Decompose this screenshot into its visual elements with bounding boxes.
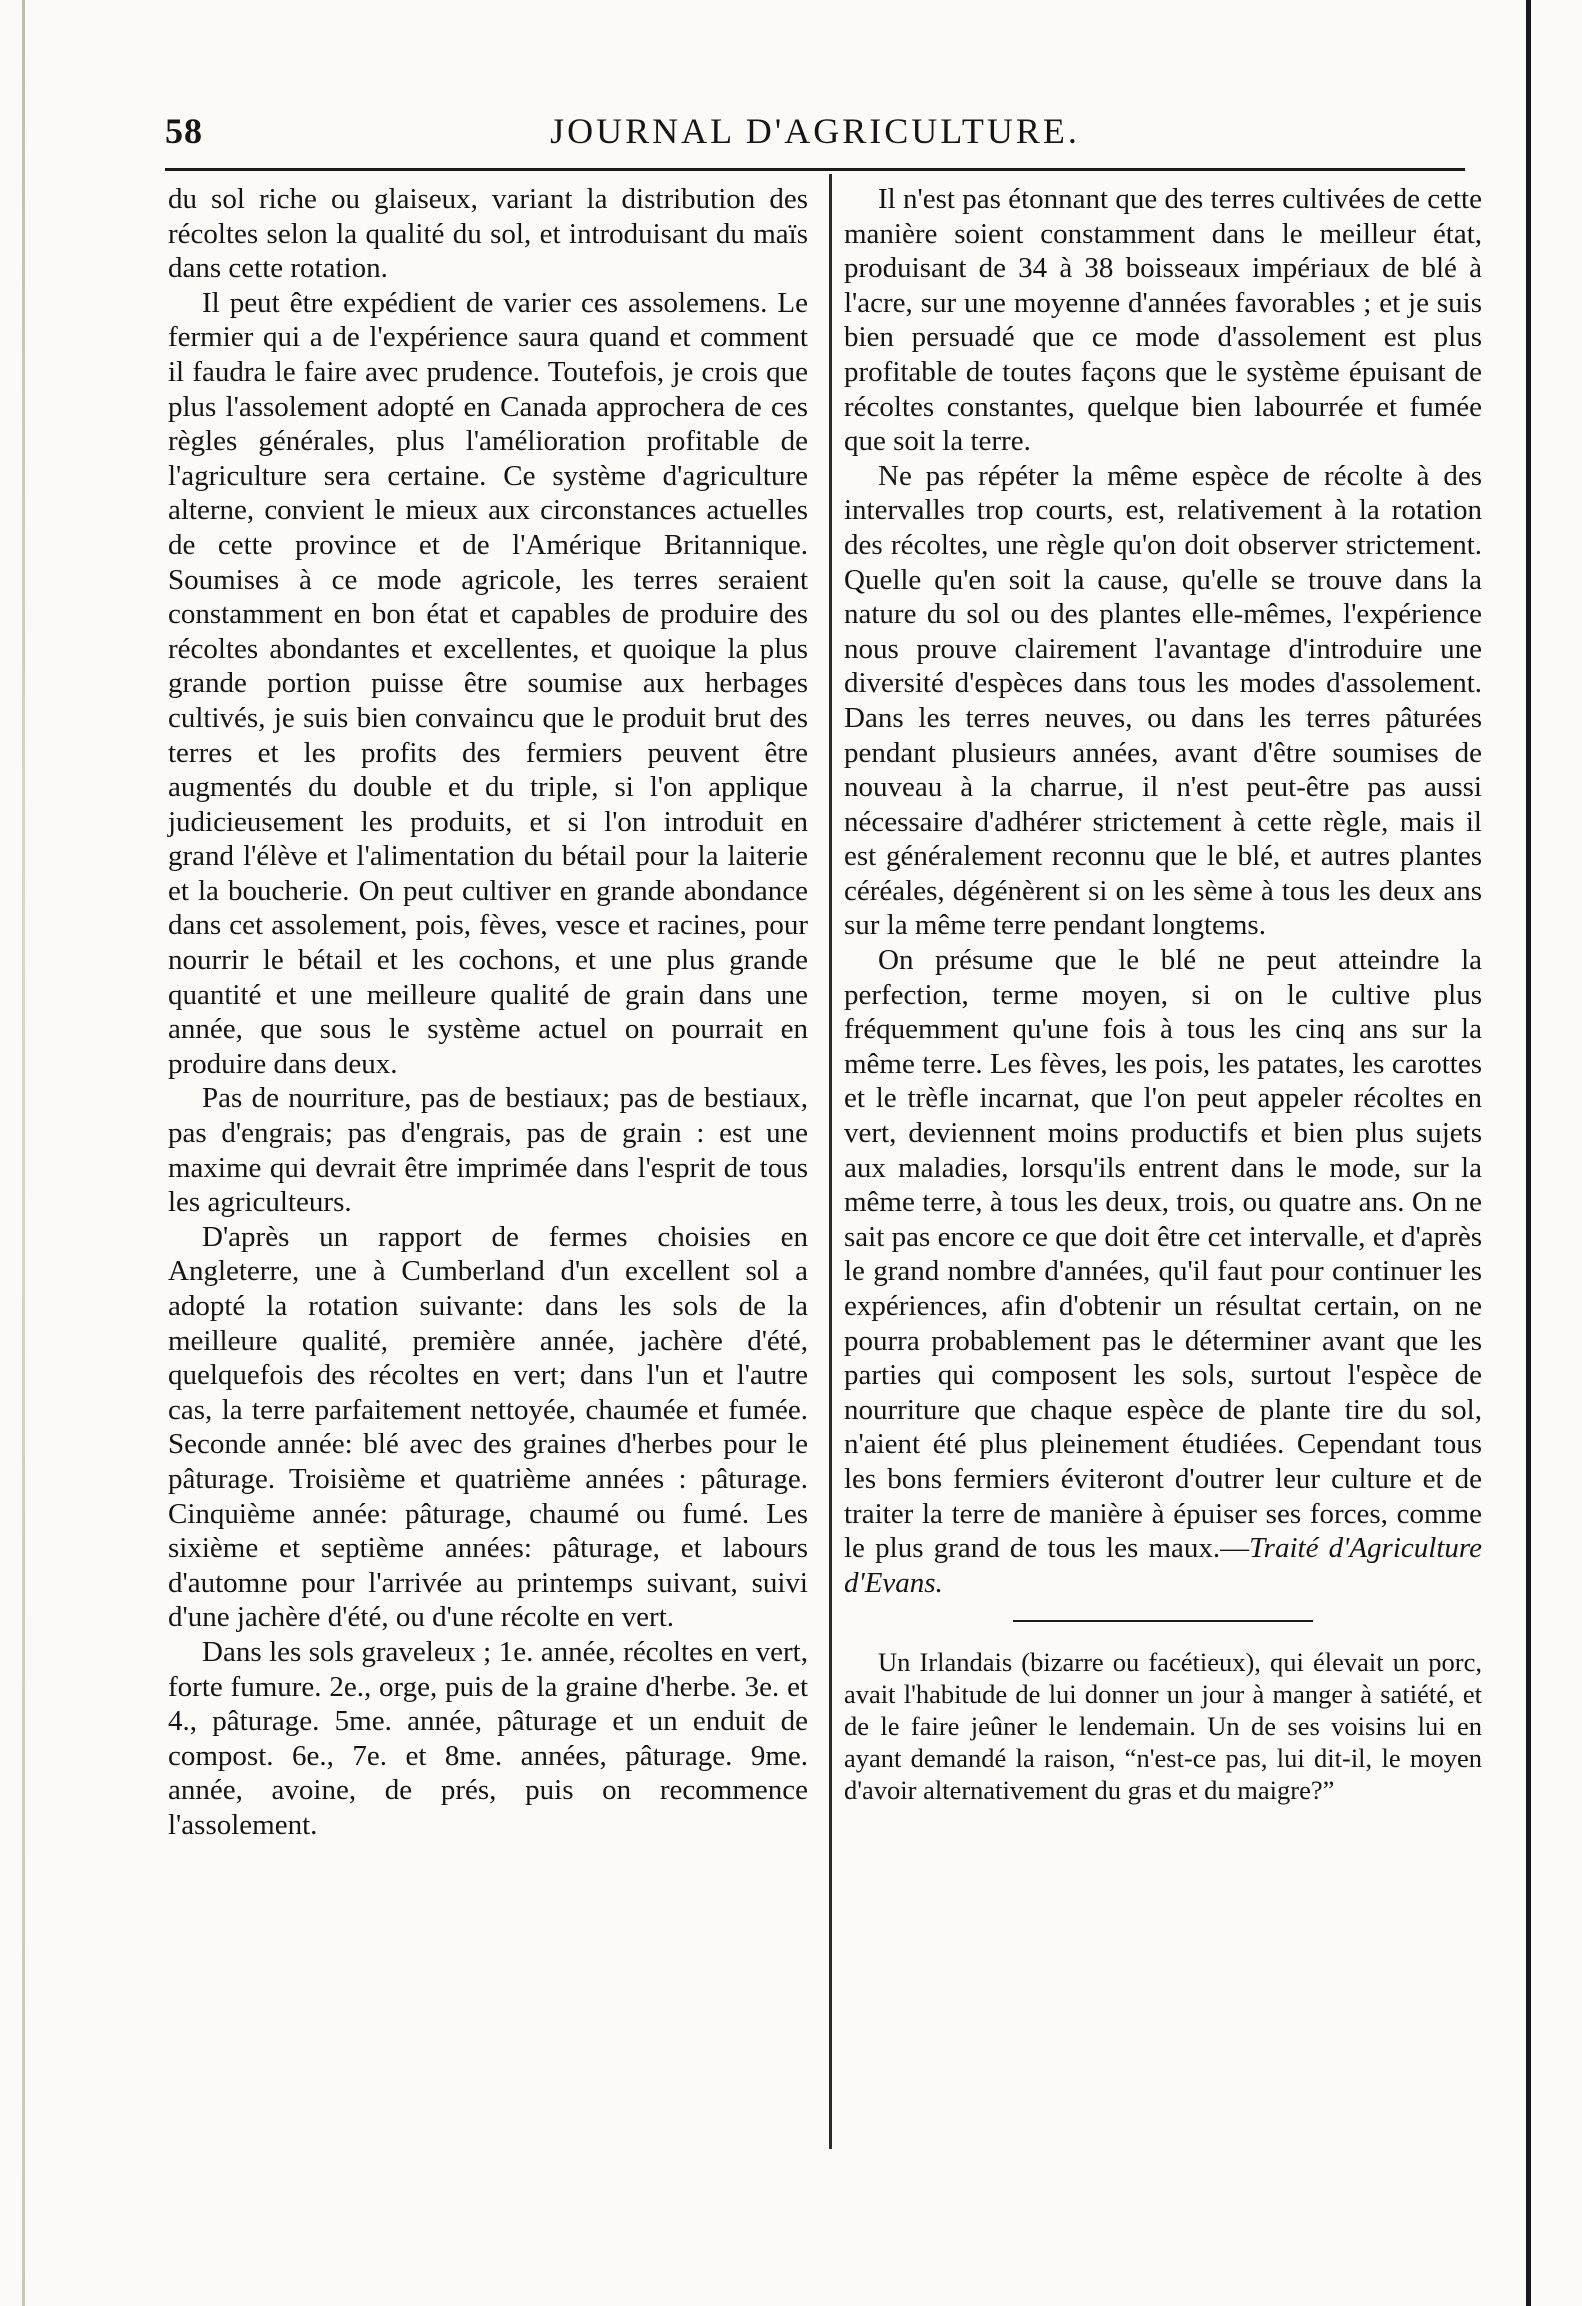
paragraph: Il peut être expédient de varier ces assolemens. Le fermier qui a de l'expérience saura quand et comment il faudra le faire avec prudence. Toutefois, je crois que plus l'assolement adopté en Canada approchera de ces règles générales, plus l'amélioration profitable de l'agriculture sera certaine. Ce système d'agriculture alterne, convient le mieux aux circonstances actuelles de cette province et de l'Amérique Britannique. Soumises à ce mode agricole, les terres seraient constamment en bon état et capables de produire des récoltes abondantes et excellentes, et quoique la plus grande portion puisse être soumise aux herbages cultivés, je suis bien convaincu que le produit brut des terres et les profits des fermiers peuvent être augmentés du double et du triple, si l'on applique judicieusement les produits, et si l'on introduit en grand l'élève et l'alimentation du bétail pour la laiterie et la boucherie. On peut cultiver en grande abondance dans cet assolement, pois, fèves, vesce et racines, pour nourrir le bétail et les cochons, et une plus grande quantité et une meilleure qualité de grain dans une année, que sous le système actuel on pourrait en produire dans deux. bbox=[168, 286, 808, 1080]
source-citation: Traité d'Agriculture d'Evans. bbox=[844, 1532, 1482, 1599]
paragraph: Pas de nourriture, pas de bestiaux; pas de bestiaux, pas d'engrais; pas d'engrais, pas de grain : est une maxime qui devrait être imprimée dans l'esprit de tous les agriculteurs. bbox=[168, 1082, 808, 1219]
right-column bbox=[844, 182, 1482, 1806]
page-edge-left bbox=[22, 0, 25, 2306]
paragraph: Ne pas répéter la même espèce de récolte à des intervalles trop courts, est, relativement à la rotation des récoltes, une règle qu'on doit observer strictement. Quelle qu'en soit la cause, qu'elle se trouve dans la nature du sol ou des plantes elle-mêmes, l'expérience nous prouve clairement l'avantage d'introduire une diversité d'espèces dans tous les modes d'assolement. Dans les terres neuves, ou dans les terres pâturées pendant plusieurs années, avant d'être soumises de nouveau à la charrue, il n'est peut-être pas aussi nécessaire d'adhérer strictement à cette règle, mais il est généralement reconnu que le blé, et autres plantes céréales, dégénèrent si on les sème à tous les deux ans sur la même terre pendant longtems. bbox=[844, 459, 1482, 942]
page-header bbox=[165, 110, 1465, 160]
anecdote bbox=[844, 1646, 1482, 1806]
column-rule bbox=[829, 174, 832, 2149]
paragraph: Dans les sols graveleux ; 1e. année, récoltes en vert, forte fumure. 2e., orge, puis de la graine d'herbe. 3e. et 4., pâturage. 5me. année, pâturage et un enduit de compost. 6e., 7e. et 8me. années, pâturage. 9me. année, avoine, de prés, puis on recommence l'assolement. bbox=[168, 1635, 808, 1841]
paragraph bbox=[844, 943, 1482, 1600]
paragraph-text: On présume que le blé ne peut atteindre la perfection, terme moyen, si on le cultive plus fréquemment qu'une fois à tous les cinq ans sur la même terre. Les fèves, les pois, les patates, les carottes et le trèfle incarnat, que l'on peut appeler récoltes en vert, deviennent moins productifs et bien plus sujets aux maladies, lorsqu'ils entrent dans le mode, sur la même terre, à tous les deux, trois, ou quatre ans. On ne sait pas encore ce que doit être cet intervalle, et d'après le grand nombre d'années, qu'il faut pour continuer les expériences, afin d'obtenir un résultat certain, on ne pourra probablement pas le déterminer avant que les parties qui composent les sols, surtout l'espèce de nourriture que chaque espèce de plante tire du sol, n'aient été plus pleinement étudiées. Cependant tous les bons fermiers éviteront d'outrer leur culture et de traiter la terre de manière à épuiser ses forces, comme le plus grand de tous les maux.— bbox=[844, 944, 1482, 1565]
section-separator bbox=[1013, 1620, 1313, 1622]
paragraph: D'après un rapport de fermes choisies en Angleterre, une à Cumberland d'un excellent sol a adopté la rotation suivante: dans les sols de la meilleure qualité, première année, jachère d'été, quelquefois des récoltes en vert; dans l'un et l'autre cas, la terre parfaitement nettoyée, chaumée et fumée. Seconde année: blé avec des graines d'herbes pour le pâturage. Troisième et quatrième années : pâturage. Cinquième année: pâturage, chaumé ou fumé. Les sixième et septième années: pâturage, et labours d'automne pour l'arrivée au printemps suivant, suivi d'une jachère d'été, ou d'une récolte en vert. bbox=[168, 1220, 808, 1634]
left-column bbox=[168, 182, 808, 1843]
header-rule bbox=[165, 168, 1465, 171]
page-edge-right bbox=[1526, 0, 1531, 2306]
running-title: JOURNAL D'AGRICULTURE. bbox=[550, 111, 1080, 151]
paragraph: Il n'est pas étonnant que des terres cultivées de cette manière soient constamment dans le meilleur état, produisant de 34 à 38 boisseaux impériaux de blé à l'acre, sur une moyenne d'années favorables ; et je suis bien persuadé que ce mode d'assolement est plus profitable de toutes façons que le système épuisant de récoltes constantes, quelque bien labourrée et fumée que soit la terre. bbox=[844, 183, 1482, 458]
paragraph: du sol riche ou glaiseux, variant la distribution des récoltes selon la qualité du sol, et introduisant du maïs dans cette rotation. bbox=[168, 183, 808, 285]
page-number: 58 bbox=[165, 111, 203, 151]
anecdote-text: Un Irlandais (bizarre ou facétieux), qui élevait un porc, avait l'habitude de lui donner un jour à manger à satiété, et de le faire jeûner le lendemain. Un de ses voisins lui en ayant demandé la raison, “n'est-ce pas, lui dit-il, le moyen d'avoir alternativement du gras et du maigre?” bbox=[844, 1647, 1482, 1806]
